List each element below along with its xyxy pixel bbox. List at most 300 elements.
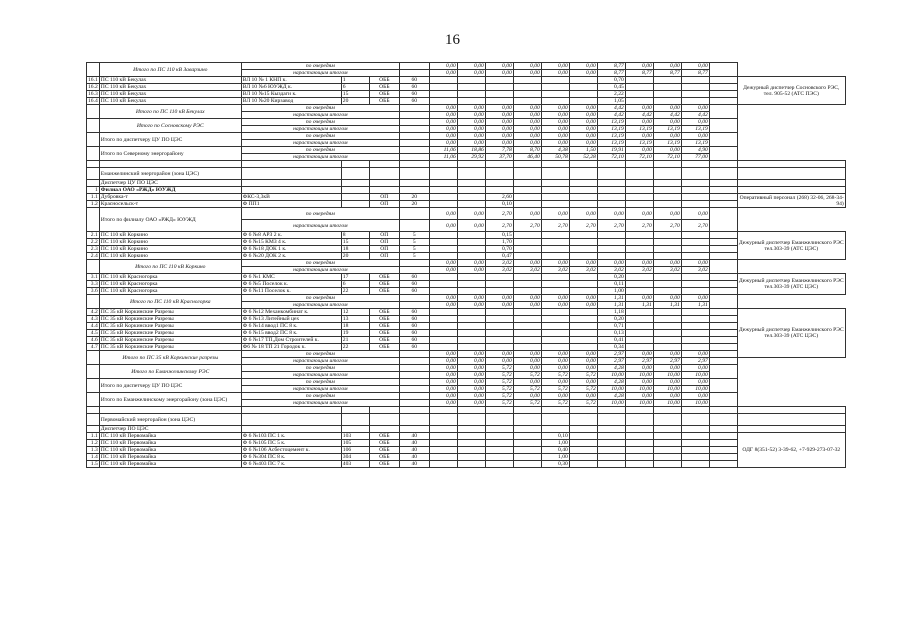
table-cell: 5,72 [569,372,597,379]
table-cell: ПС 110 кВ Первомайка [99,440,241,447]
table-cell: 2,70 [569,220,597,232]
table-cell: 0,00 [681,365,709,372]
table-cell [429,414,457,426]
table-cell: 0,00 [457,220,485,232]
table-cell [625,84,653,91]
table-row [87,295,846,302]
table-cell: 19,91 [597,147,625,154]
table-cell: 4.7 [87,344,100,351]
table-cell [597,447,625,454]
table-row [87,147,846,154]
table-cell [429,407,457,414]
table-cell [485,330,513,337]
table-cell [597,433,625,440]
table-cell [653,84,681,91]
table-cell [429,91,457,98]
table-cell: 0,00 [485,295,513,302]
table-cell: 19 [341,330,369,337]
table-cell: 1,18 [597,309,625,316]
table-cell [653,168,681,180]
table-cell [653,161,681,168]
table-cell: 5,72 [485,393,513,400]
table-cell: ПС 110 кВ Бекулах [99,84,241,91]
table-cell [709,246,737,253]
table-cell [597,461,625,468]
table-cell [369,168,399,180]
table-cell: ОП [369,246,399,253]
table-cell: 105 [341,440,369,447]
table-cell [709,309,737,316]
table-cell [653,194,681,201]
table-row [87,330,846,337]
table-cell: 0,00 [513,379,541,386]
table-cell [653,344,681,351]
table-cell [513,274,541,281]
table-cell [625,91,653,98]
table-cell [399,133,429,140]
table-cell: 0,00 [429,400,457,407]
table-cell: нарастающим итогом [241,154,399,161]
table-cell [513,168,541,180]
table-cell [569,323,597,330]
table-cell [569,168,597,180]
table-cell [681,440,709,447]
table-cell [513,187,541,194]
table-cell [369,161,399,168]
table-cell: 13,19 [597,140,625,147]
table-cell [341,426,369,433]
table-cell: 1.2 [87,201,100,208]
table-cell: ОББ [369,98,399,105]
table-cell [399,119,429,126]
table-cell [709,232,737,239]
table-cell [569,316,597,323]
table-cell [709,440,737,447]
table-cell: 20 [399,201,429,208]
table-cell: 0,00 [653,147,681,154]
table-cell [681,323,709,330]
table-cell: 0,00 [625,147,653,154]
table-cell [541,414,569,426]
table-cell [485,77,513,84]
table-cell: 1,50 [569,147,597,154]
table-cell: 1,05 [597,98,625,105]
table-cell [341,201,369,208]
table-cell [485,461,513,468]
table-cell: 0,00 [653,365,681,372]
table-cell [625,288,653,295]
table-cell [87,147,100,161]
table-cell: 0,00 [681,295,709,302]
table-cell [653,201,681,208]
table-cell [457,426,485,433]
table-row [87,454,846,461]
table-cell: 8 [341,232,369,239]
table-cell [681,232,709,239]
table-cell [399,63,429,70]
table-cell [709,461,737,468]
table-cell: ПС 110 кВ Бекулах [99,98,241,105]
table-cell [399,372,429,379]
table-cell: 0,00 [429,133,457,140]
table-cell: Ф 6 №106 Асбестоцемент к. [241,447,341,454]
table-cell [737,414,845,426]
table-cell [597,454,625,461]
table-cell: по очередям [241,365,399,372]
table-cell [597,426,625,433]
table-row [87,414,846,426]
table-cell: нарастающим итогом [241,220,399,232]
table-cell [681,337,709,344]
table-cell [597,253,625,260]
table-cell [513,316,541,323]
table-cell: 3,02 [541,267,569,274]
table-cell [513,201,541,208]
table-row [87,433,846,440]
table-cell [681,454,709,461]
table-cell [597,407,625,414]
table-cell: 60 [399,84,429,91]
table-cell: 0,00 [541,358,569,365]
table-cell [709,407,737,414]
table-cell [429,330,457,337]
table-cell [737,187,845,194]
table-cell: Филиал ОАО «РЖД» ЮУЖД [99,187,241,194]
table-cell: 4,28 [597,365,625,372]
table-cell: 0,00 [569,119,597,126]
table-cell: 10,00 [681,386,709,393]
table-cell [457,414,485,426]
table-cell [241,407,341,414]
table-cell: 0,00 [457,140,485,147]
table-cell [709,84,737,91]
table-cell [569,91,597,98]
table-cell [653,246,681,253]
table-cell: Ф ПП1 [241,201,341,208]
table-cell: 1,31 [653,302,681,309]
table-cell: Ф 6 №1 КМС [241,274,341,281]
table-row [87,316,846,323]
table-cell: 0,15 [485,232,513,239]
table-cell: ОДГ 8(351-52) 3-39-62, +7-929-273-07-32 [737,433,845,468]
table-cell [341,168,369,180]
table-cell: 0,00 [513,112,541,119]
table-cell: Ф6 № 18 ТП 21 Городок к. [241,344,341,351]
table-cell [429,440,457,447]
table-cell [429,161,457,168]
table-cell: 4,28 [597,393,625,400]
table-cell [709,274,737,281]
table-cell: 0,00 [485,119,513,126]
table-cell [625,440,653,447]
table-cell: 0,00 [429,351,457,358]
table-cell: ОББ [369,454,399,461]
table-cell [513,344,541,351]
table-cell: Итого по ПС 110 кВ Бекулах [99,105,241,119]
table-cell: 0,00 [541,140,569,147]
table-cell: 8,77 [625,70,653,77]
table-row [87,194,846,201]
table-cell [513,180,541,187]
table-cell: 0,00 [569,133,597,140]
table-cell: ОББ [369,433,399,440]
table-cell: нарастающим итогом [241,400,399,407]
table-cell: 4,90 [681,147,709,154]
table-cell [429,337,457,344]
table-cell [569,84,597,91]
table-cell: ОП [369,232,399,239]
table-cell: 2.4 [87,253,100,260]
table-cell: 1,70 [485,239,513,246]
table-cell: 0,00 [457,70,485,77]
table-cell [681,98,709,105]
table-cell: 1,31 [597,302,625,309]
table-cell: 2,70 [485,220,513,232]
table-cell [625,337,653,344]
table-cell [569,309,597,316]
table-cell: 3,02 [625,267,653,274]
table-cell [569,426,597,433]
table-cell [709,337,737,344]
table-cell: 13,19 [681,126,709,133]
table-cell: 13,19 [653,140,681,147]
table-cell: 0,00 [457,365,485,372]
table-cell [513,194,541,201]
table-cell: 2,70 [653,220,681,232]
table-cell: ПС 35 кВ Коркинские Разрезы [99,309,241,316]
table-cell [399,180,429,187]
table-cell: ОББ [369,77,399,84]
table-cell: 0,00 [429,220,457,232]
table-cell [569,274,597,281]
table-cell [429,84,457,91]
table-cell [541,239,569,246]
table-cell [625,246,653,253]
table-cell: ОП [369,194,399,201]
table-cell: 4.3 [87,316,100,323]
table-cell: 10,00 [681,372,709,379]
table-cell: 0,00 [541,351,569,358]
table-cell [709,281,737,288]
table-cell [429,323,457,330]
table-cell: 5 [399,253,429,260]
table-cell [653,253,681,260]
table-cell [569,253,597,260]
table-cell: 0,00 [653,105,681,112]
table-cell [653,77,681,84]
table-cell: ОББ [369,84,399,91]
table-cell: 46,40 [513,154,541,161]
table-cell [681,180,709,187]
table-cell [541,337,569,344]
table-cell [399,426,429,433]
table-cell [513,330,541,337]
table-cell [399,267,429,274]
table-cell: 5,72 [513,386,541,393]
table-cell: 0,00 [457,267,485,274]
table-cell: 2,60 [485,194,513,201]
table-cell [87,168,100,180]
table-cell: 0,00 [457,351,485,358]
table-cell [369,407,399,414]
table-cell: 0,00 [569,63,597,70]
table-cell [369,414,399,426]
table-cell: 0,00 [653,133,681,140]
table-cell [709,288,737,295]
table-cell: 0,00 [569,70,597,77]
table-cell [569,330,597,337]
table-cell: 0,00 [681,351,709,358]
table-cell [597,201,625,208]
table-cell [99,161,241,168]
table-cell [625,232,653,239]
table-row [87,168,846,180]
table-cell: 103 [341,433,369,440]
table-cell: Дежурный диспетчер Еманжелинского РЭС тел.303-39 (АТС ЦЭС) [737,309,845,358]
table-cell: ОББ [369,316,399,323]
table-cell [513,91,541,98]
table-cell: 8,77 [597,70,625,77]
table-cell: 0,00 [485,105,513,112]
table-cell: 0,00 [625,351,653,358]
table-cell [399,358,429,365]
table-cell [429,316,457,323]
table-cell [457,281,485,288]
table-cell: 60 [399,330,429,337]
table-cell [87,379,100,393]
table-cell: 0,00 [681,379,709,386]
table-cell: 5 [399,239,429,246]
table-cell: 40 [399,447,429,454]
table-cell [681,344,709,351]
table-cell [399,168,429,180]
table-cell [569,161,597,168]
table-cell: 2,97 [625,358,653,365]
table-cell: 16.2 [88,84,98,90]
table-cell [541,344,569,351]
table-cell [457,187,485,194]
table-cell [653,232,681,239]
table-cell [625,344,653,351]
table-cell [541,316,569,323]
table-cell [429,180,457,187]
table-cell: 0,30 [541,461,569,468]
table-cell: 0,10 [485,201,513,208]
table-cell [429,246,457,253]
table-cell: 3.1 [87,274,100,281]
table-cell [653,461,681,468]
table-cell [681,187,709,194]
table-cell [625,414,653,426]
table-cell: 0,00 [457,133,485,140]
table-cell: ОББ [369,440,399,447]
table-row [87,232,846,239]
table-cell: 10,00 [625,386,653,393]
table-cell: Оперативный персонал (268) 32-06, 268-34-94) [737,194,845,208]
table-cell [485,323,513,330]
table-cell: 0,00 [541,133,569,140]
table-cell [457,316,485,323]
table-cell: 0,00 [681,105,709,112]
table-cell [485,288,513,295]
table-cell: 10,00 [597,372,625,379]
table-cell: 10,00 [625,400,653,407]
table-cell [457,323,485,330]
table-cell [597,194,625,201]
table-cell: 0,00 [541,70,569,77]
table-cell: 0,34 [597,344,625,351]
table-cell: 4.6 [87,337,100,344]
table-cell [625,316,653,323]
table-cell: 0,00 [429,105,457,112]
table-cell [737,161,845,168]
table-cell: 0,00 [625,393,653,400]
table-cell [569,98,597,105]
table-cell: 0,00 [569,260,597,267]
table-cell [399,295,429,302]
table-cell: 0,00 [485,63,513,70]
table-cell: 13 [341,316,369,323]
table-cell: Итого по диспетчеру ЦУ ПО ЦЭС [99,379,241,393]
table-cell [709,365,737,379]
table-row [87,344,846,351]
table-cell: Диспетчер ЦУ ПО ЦЭС [99,180,241,187]
table-cell: 0,00 [653,379,681,386]
table-cell [513,246,541,253]
table-cell [399,187,429,194]
table-cell: 8,70 [513,147,541,154]
table-cell: 77,00 [681,154,709,161]
table-cell [457,194,485,201]
table-cell: 2,97 [597,358,625,365]
table-cell [513,440,541,447]
table-cell: 0,00 [429,267,457,274]
table-cell: Диспетчер ПО ЦЭС [99,426,241,433]
table-cell [709,91,737,98]
table-cell: 2,70 [681,220,709,232]
table-cell: Ф 6 №17 ТП,Дом Строителей к. [241,337,341,344]
table-cell [241,414,341,426]
table-cell: 2,97 [681,358,709,365]
table-cell: Дежурный диспетчер Еманжелинского РЭС тел.303-39 (АТС ЦЭС) [737,232,845,260]
table-cell [597,161,625,168]
table-cell: 0,00 [513,119,541,126]
table-cell [653,91,681,98]
table-cell: 1.1 [87,433,100,440]
table-cell [541,407,569,414]
table-cell: 1 [341,77,369,84]
table-cell [485,407,513,414]
table-cell: 5,72 [485,400,513,407]
table-cell: 0,00 [485,358,513,365]
table-cell: 1.1 [87,194,100,201]
table-cell: ОББ [369,274,399,281]
table-cell: 22 [341,344,369,351]
table-cell [513,407,541,414]
table-cell: 0,00 [457,302,485,309]
table-cell [341,187,369,194]
table-cell: 18 [341,246,369,253]
table-cell [457,454,485,461]
table-cell [485,161,513,168]
table-cell [457,91,485,98]
table-cell [87,260,100,274]
table-cell: 0,00 [681,119,709,126]
table-cell: по очередям [241,133,399,140]
table-cell [709,208,737,232]
table-cell: 0,47 [485,253,513,260]
table-cell [457,201,485,208]
